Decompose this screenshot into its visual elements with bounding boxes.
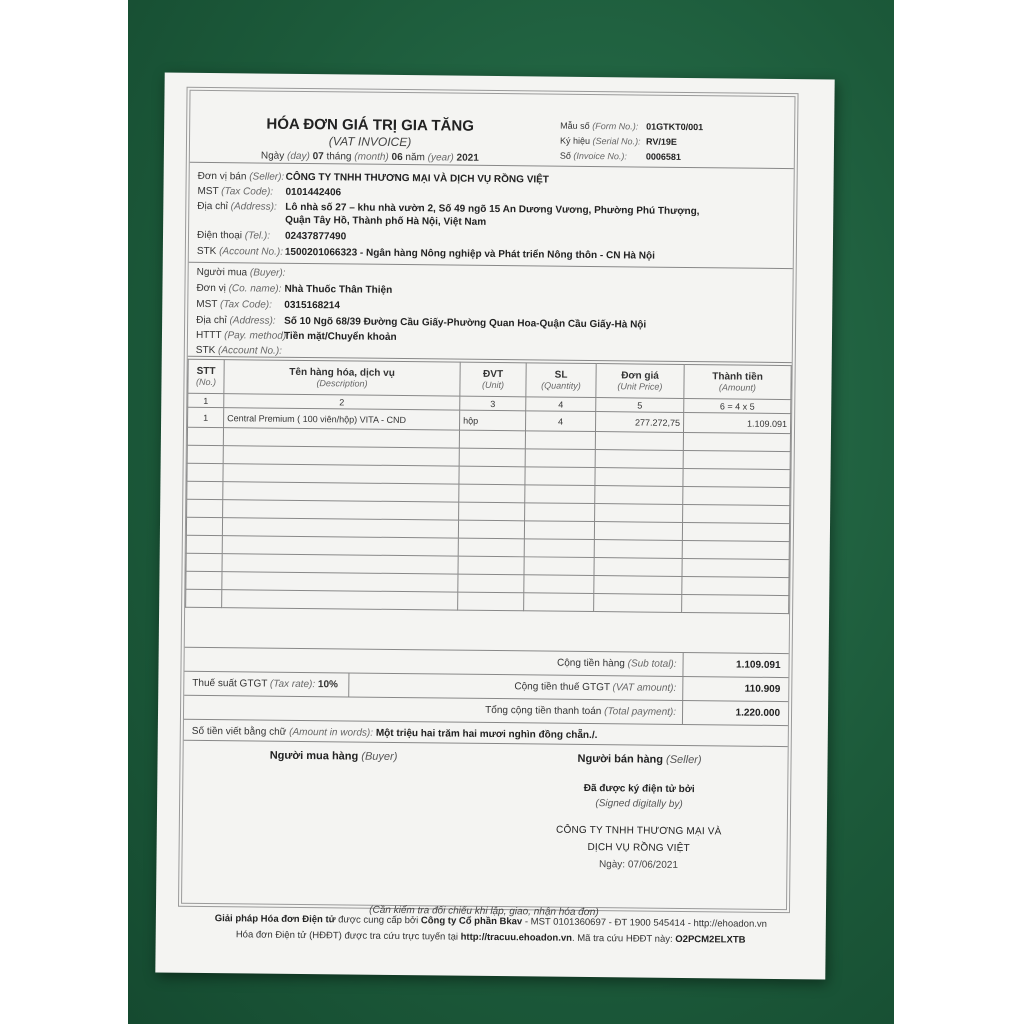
- col-no-vn: STT: [196, 365, 216, 378]
- background-right: [894, 0, 1024, 1024]
- item-unit: hộp: [460, 410, 526, 431]
- signer-company-1: CÔNG TY TNHH THƯƠNG MẠI VÀ: [556, 824, 722, 838]
- words-value: Một triệu hai trăm hai mươi nghìn đồng chẵn./.: [375, 727, 598, 742]
- seller-account: 1500201066323 - Ngân hàng Nông nghiệp và Phát triển Nông thôn - CN Hà Nội: [284, 246, 655, 262]
- footer-lookup-text: Hóa đơn Điện tử (HĐĐT) được tra cứu trực tuyến tại: [235, 929, 459, 943]
- footer-provided-by: được cung cấp bởi: [338, 914, 419, 927]
- buyer-address-label: Địa chỉ: [196, 314, 227, 327]
- col-desc-en: (Description): [316, 378, 368, 389]
- date-month: 06: [391, 151, 403, 164]
- buyer-address: Số 10 Ngõ 68/39 Đường Cầu Giấy-Phường Quan Hoa-Quận Cầu Giấy-Hà Nội: [284, 315, 647, 331]
- seller-address-1: Lô nhà số 27 – khu nhà vườn 2, Số 49 ngõ 15 An Dương Vương, Phường Phú Thượng,: [285, 201, 700, 218]
- date-month-label: tháng: [326, 151, 352, 163]
- invoice-subtitle: (VAT INVOICE): [328, 134, 412, 150]
- index-cell: 4: [526, 397, 596, 412]
- signed-digitally: Đã được ký điện tử bởi: [583, 782, 695, 796]
- buyer-company: Nhà Thuốc Thân Thiện: [284, 283, 393, 296]
- col-no-en: (No.): [195, 376, 217, 388]
- date-month-en: (month): [354, 151, 389, 163]
- index-cell: 1: [188, 393, 224, 407]
- date-day-label: Ngày: [260, 150, 285, 162]
- form-label: Mẫu số: [560, 120, 590, 131]
- invoice-paper: [155, 73, 834, 980]
- seller-sign-label-en: (Seller): [666, 753, 702, 767]
- col-qty-vn: SL: [554, 369, 568, 381]
- serial-label: Ký hiệu: [559, 135, 591, 146]
- buyer-company-label-en: (Co. name):: [228, 283, 282, 295]
- buyer-payment-line: [196, 330, 397, 343]
- invoice-header: [190, 91, 795, 169]
- seller-address-label: Địa chỉ: [197, 200, 228, 213]
- footer-contact: - MST 0101360697 - ĐT 1900 545414 - http://ehoadon.vn: [524, 916, 768, 930]
- footer-lookup-url: http://tracuu.ehoadon.vn: [460, 931, 573, 944]
- seller-account-label-en: (Account No.):: [219, 246, 284, 258]
- words-label-en: (Amount in words):: [289, 726, 374, 739]
- col-desc-vn: Tên hàng hóa, dịch vụ: [289, 366, 395, 379]
- item-description: Central Premium ( 100 viên/hộp) VITA - CND: [224, 408, 460, 430]
- col-qty-en: (Quantity): [541, 380, 581, 391]
- signature-date: Ngày: 07/06/2021: [598, 859, 678, 871]
- col-price-en: (Unit Price): [617, 381, 663, 392]
- totals-section: [184, 647, 789, 725]
- invoice-meta: [560, 121, 703, 167]
- subtotal-amount: 1.109.091: [682, 653, 788, 678]
- buyer-tax-label-en: (Tax Code):: [219, 299, 272, 311]
- date-year-label: năm: [405, 152, 425, 164]
- buyer-account-line: [196, 345, 284, 357]
- index-cell: 6 = 4 x 5: [684, 398, 791, 413]
- subtotal-label-vn: Cộng tiền hàng: [556, 657, 625, 670]
- invoice-number: 0006581: [645, 151, 681, 162]
- vat-amount: 110.909: [682, 677, 788, 702]
- total-amount: 1.220.000: [682, 701, 788, 726]
- buyer-line: [197, 267, 286, 279]
- seller-tel-label-en: (Tel.):: [244, 230, 271, 242]
- buyer-sign-label-en: (Buyer): [361, 750, 398, 763]
- form-number: 01GTKT0/001: [646, 121, 704, 133]
- seller-tel-line: [197, 230, 346, 243]
- buyer-payment: Tiền mặt/Chuyển khoản: [283, 330, 397, 343]
- seller-section: [189, 167, 794, 269]
- vat-label-en: (VAT amount):: [612, 682, 677, 694]
- col-header-quantity: [526, 363, 596, 398]
- col-price-vn: Đơn giá: [621, 370, 659, 382]
- invoice-date: [190, 150, 550, 165]
- subtotal-label-en: (Sub total):: [627, 658, 677, 670]
- buyer-sign-label: Người mua hàng: [269, 749, 359, 763]
- seller-sign-label: Người bán hàng: [577, 752, 664, 766]
- col-amount-vn: Thành tiền: [712, 371, 763, 383]
- tax-rate: [192, 678, 338, 691]
- seller-name: CÔNG TY TNHH THƯƠNG MẠI VÀ DỊCH VỤ RỒNG VIỆT: [285, 171, 550, 186]
- buyer-signature: [184, 749, 484, 764]
- tax-rate-label: Thuế suất GTGT: [192, 677, 268, 690]
- seller-account-line: [197, 246, 655, 262]
- col-amount-en: (Amount): [718, 382, 757, 393]
- index-cell: 5: [596, 398, 684, 413]
- seller-name-label-en: (Seller):: [249, 171, 285, 183]
- subtotal-label: [557, 658, 677, 670]
- items-table: [185, 359, 792, 614]
- col-header-unit-price: [596, 364, 684, 399]
- seller-address-line: [197, 201, 699, 217]
- seller-signature: [488, 752, 789, 872]
- tax-rate-value: 10%: [317, 679, 339, 691]
- item-unit-price: 277.272,75: [595, 412, 683, 433]
- seller-account-label: STK: [196, 245, 217, 258]
- buyer-section: [188, 265, 793, 363]
- seller-name-line: [198, 171, 549, 186]
- footer-code-label: . Mã tra cứu HĐĐT này:: [571, 932, 673, 945]
- seller-tax-label: MST: [197, 185, 219, 198]
- seller-tel: 02437877490: [284, 230, 347, 243]
- words-label: Số tiền viết bằng chữ: [191, 725, 287, 738]
- invoice-frame: [178, 87, 799, 919]
- item-amount: 1.109.091: [683, 412, 790, 433]
- buyer-label-en: (Buyer):: [249, 267, 286, 279]
- buyer-payment-label: HTTT: [195, 329, 222, 342]
- col-unit-en: (Unit): [481, 379, 505, 391]
- footer-solution: Giải pháp Hóa đơn Điện tử: [214, 913, 336, 926]
- buyer-tax: 0315168214: [284, 299, 340, 312]
- background-left: [0, 0, 130, 1024]
- form-label-en: (Form No.):: [592, 120, 639, 132]
- index-cell: 3: [460, 396, 526, 411]
- seller-tel-label: Điện thoại: [196, 229, 243, 242]
- serial-label-en: (Serial No.):: [592, 136, 641, 147]
- total-label-vn: Tổng cộng tiền thanh toán: [485, 704, 602, 718]
- buyer-tax-label: MST: [196, 298, 218, 311]
- buyer-payment-label-en: (Pay. method):: [224, 330, 290, 342]
- footer-lookup-code: O2PCM2ELXTB: [675, 933, 746, 946]
- signer-company-2: DỊCH VỤ RỒNG VIỆT: [587, 841, 690, 855]
- vat-label: [514, 681, 676, 694]
- tax-rate-label-en: (Tax rate):: [269, 678, 316, 691]
- invoice-no-label-en: (Invoice No.):: [573, 150, 627, 162]
- seller-tax-label-en: (Tax Code):: [221, 186, 274, 198]
- col-header-description: [224, 360, 460, 396]
- buyer-address-line: [196, 315, 646, 331]
- seller-tax: 0101442406: [285, 186, 342, 199]
- buyer-account-label-en: (Account No.):: [217, 345, 283, 357]
- buyer-label: Người mua: [196, 266, 248, 279]
- item-quantity: 4: [525, 411, 595, 432]
- total-label-en: (Total payment):: [604, 706, 677, 718]
- seller-address-2: Quận Tây Hồ, Thành phố Hà Nội, Việt Nam: [285, 214, 487, 228]
- check-note: (Cần kiểm tra đối chiếu khi lập, giao, nhận hóa đơn): [369, 904, 599, 919]
- footer-company: Công ty Cổ phần Bkav: [420, 915, 523, 928]
- buyer-account-label: STK: [195, 344, 216, 357]
- date-year-en: (year): [427, 152, 454, 164]
- col-header-amount: [684, 364, 791, 399]
- seller-tax-line: [197, 186, 341, 199]
- buyer-address-label-en: (Address):: [229, 315, 276, 327]
- seller-name-label: Đơn vị bán: [197, 170, 247, 183]
- col-unit-vn: ĐVT: [483, 368, 504, 381]
- invoice-no-label: Số: [559, 150, 571, 161]
- tax-divider: [348, 673, 349, 697]
- col-header-no: [188, 359, 224, 393]
- seller-address-label-en: (Address):: [230, 201, 277, 213]
- signed-digitally-en: (Signed digitally by): [595, 798, 683, 810]
- invoice-title: HÓA ĐƠN GIÁ TRỊ GIA TĂNG: [266, 115, 475, 135]
- date-day: 07: [312, 151, 324, 163]
- item-no: 1: [188, 407, 224, 427]
- serial-number: RV/19E: [645, 136, 677, 147]
- date-year: 2021: [456, 152, 479, 164]
- invoice-footer: [156, 910, 826, 949]
- index-cell: 2: [224, 394, 460, 410]
- buyer-company-label: Đơn vị: [196, 282, 226, 295]
- seller-address-line-2: [285, 215, 486, 228]
- total-label: [485, 705, 676, 718]
- buyer-company-line: [196, 283, 392, 296]
- vat-label-vn: Cộng tiền thuế GTGT: [514, 681, 610, 694]
- buyer-tax-line: [196, 299, 340, 312]
- col-header-unit: [460, 362, 526, 397]
- date-day-en: (day): [286, 150, 310, 163]
